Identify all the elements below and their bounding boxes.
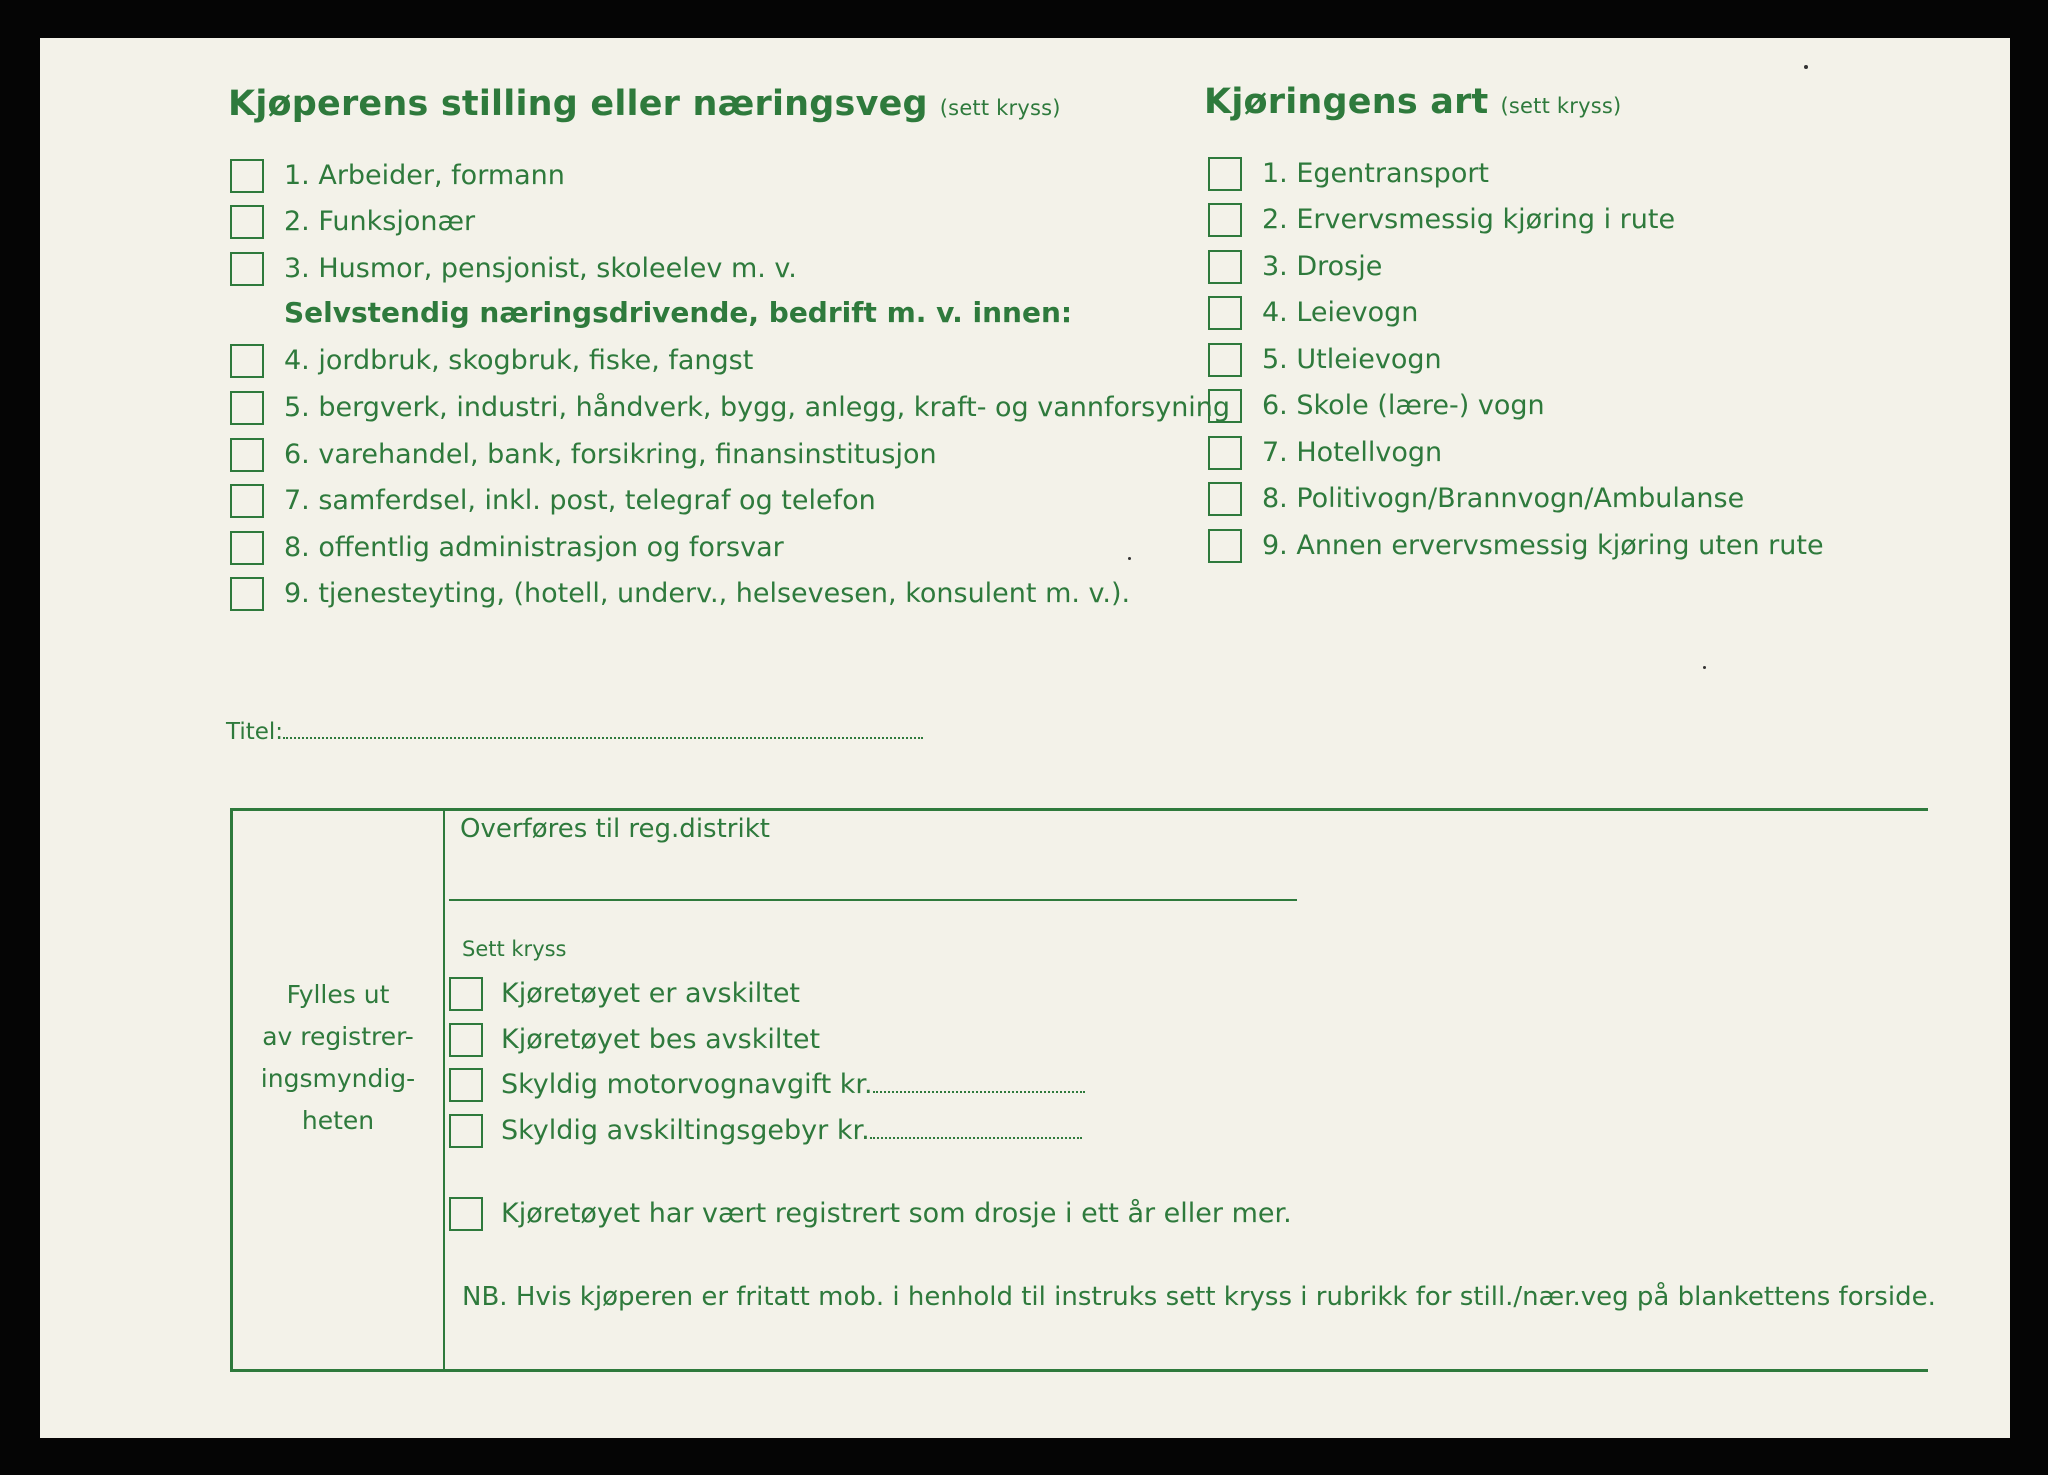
registry-box-divider (443, 808, 445, 1372)
occupation-checkbox-9[interactable] (230, 577, 264, 611)
occupation-label-5: 5. bergverk, industri, håndverk, bygg, anlegg, kraft- og vannforsyning (284, 392, 1231, 423)
motorvognavgift-amount-field[interactable] (873, 1091, 1085, 1093)
right-section-title (1204, 82, 1621, 122)
driving-type-checkbox-4[interactable] (1208, 296, 1242, 330)
left-section-hint: (sett kryss) (939, 96, 1061, 120)
occupation-checkbox-6[interactable] (230, 438, 264, 472)
transfer-label: Overføres til reg.distrikt (460, 814, 770, 844)
registry-check-label-4: Skyldig avskiltingsgebyr kr. (501, 1115, 870, 1146)
left-section-title (228, 84, 1061, 124)
driving-type-checkbox-3[interactable] (1208, 250, 1242, 284)
driving-type-label-7: 7. Hotellvogn (1262, 437, 1443, 468)
occupation-label-2: 2. Funksjonær (284, 206, 476, 237)
driving-type-checkbox-2[interactable] (1208, 203, 1242, 237)
registry-checkbox-4[interactable] (449, 1114, 483, 1148)
registry-side-label (236, 974, 440, 1142)
occupation-label-4: 4. jordbruk, skogbruk, fiske, fangst (284, 345, 754, 376)
occupation-checkbox-8[interactable] (230, 531, 264, 565)
driving-type-checkbox-7[interactable] (1208, 436, 1242, 470)
right-section-title-text: Kjøringens art (1204, 82, 1489, 122)
driving-type-checkbox-5[interactable] (1208, 343, 1242, 377)
titel-row (226, 712, 923, 752)
registry-checkbox-2[interactable] (449, 1023, 483, 1057)
driving-type-label-8: 8. Politivogn/Brannvogn/Ambulanse (1262, 483, 1745, 514)
drosje-checkbox[interactable] (449, 1197, 483, 1231)
paper-speck (1128, 557, 1131, 560)
left-section-title-text: Kjøperens stilling eller næringsveg (228, 84, 928, 124)
driving-type-label-9: 9. Annen ervervsmessig kjøring uten rute (1262, 530, 1824, 561)
registry-side-label-line-3: ingsmyndig- (260, 1064, 416, 1093)
occupation-checkbox-7[interactable] (230, 484, 264, 518)
registry-side-label-line-1: Fylles ut (286, 980, 390, 1009)
nb-note: NB. Hvis kjøperen er fritatt mob. i henhold til instruks sett kryss i rubrikk for still./nær.veg på blankettens forside. (462, 1282, 1936, 1312)
form-sheet (40, 38, 2010, 1438)
occupation-label-6: 6. varehandel, bank, forsikring, finansinstitusjon (284, 439, 937, 470)
self-employed-subheading: Selvstendig næringsdrivende, bedrift m. v. innen: (284, 296, 1073, 329)
paper-speck (1804, 65, 1808, 69)
driving-type-checkbox-1[interactable] (1208, 157, 1242, 191)
occupation-checkbox-3[interactable] (230, 252, 264, 286)
titel-field[interactable] (283, 737, 923, 739)
occupation-checkbox-4[interactable] (230, 344, 264, 378)
driving-type-label-5: 5. Utleievogn (1262, 344, 1442, 375)
registry-checkbox-1[interactable] (449, 977, 483, 1011)
sett-kryss-label: Sett kryss (462, 937, 567, 961)
drosje-check-label: Kjøretøyet har vært registrert som drosje i ett år eller mer. (501, 1198, 1292, 1229)
driving-type-checkbox-6[interactable] (1208, 389, 1242, 423)
driving-type-label-2: 2. Ervervsmessig kjøring i rute (1262, 204, 1676, 235)
paper-speck (1703, 666, 1706, 669)
registry-side-label-line-2: av registrer- (262, 1022, 414, 1051)
registry-box-top-rule (230, 808, 1928, 811)
occupation-label-7: 7. samferdsel, inkl. post, telegraf og telefon (284, 485, 876, 516)
avskiltingsgebyr-amount-field[interactable] (870, 1137, 1082, 1139)
registry-box-left-rule (230, 808, 233, 1372)
driving-type-label-3: 3. Drosje (1262, 251, 1383, 282)
transfer-district-field[interactable] (449, 899, 1297, 901)
driving-type-label-1: 1. Egentransport (1262, 158, 1490, 189)
registry-check-label-3: Skyldig motorvognavgift kr. (501, 1069, 873, 1100)
driving-type-checkbox-9[interactable] (1208, 529, 1242, 563)
occupation-checkbox-5[interactable] (230, 391, 264, 425)
registry-box-bottom-rule (230, 1369, 1928, 1372)
right-section-hint: (sett kryss) (1500, 94, 1622, 118)
registry-side-label-line-4: heten (301, 1106, 375, 1135)
registry-check-label-1: Kjøretøyet er avskiltet (501, 978, 801, 1009)
occupation-label-3: 3. Husmor, pensjonist, skoleelev m. v. (284, 253, 797, 284)
driving-type-label-4: 4. Leievogn (1262, 297, 1419, 328)
occupation-checkbox-1[interactable] (230, 159, 264, 193)
occupation-label-8: 8. offentlig administrasjon og forsvar (284, 532, 784, 563)
occupation-checkbox-2[interactable] (230, 205, 264, 239)
registry-checkbox-3[interactable] (449, 1068, 483, 1102)
driving-type-checkbox-8[interactable] (1208, 482, 1242, 516)
titel-label: Titel: (226, 719, 284, 745)
registry-check-label-2: Kjøretøyet bes avskiltet (501, 1024, 821, 1055)
occupation-label-1: 1. Arbeider, formann (284, 160, 565, 191)
occupation-label-9: 9. tjenesteyting, (hotell, underv., helsevesen, konsulent m. v.). (284, 578, 1131, 609)
driving-type-label-6: 6. Skole (lære-) vogn (1262, 390, 1545, 421)
